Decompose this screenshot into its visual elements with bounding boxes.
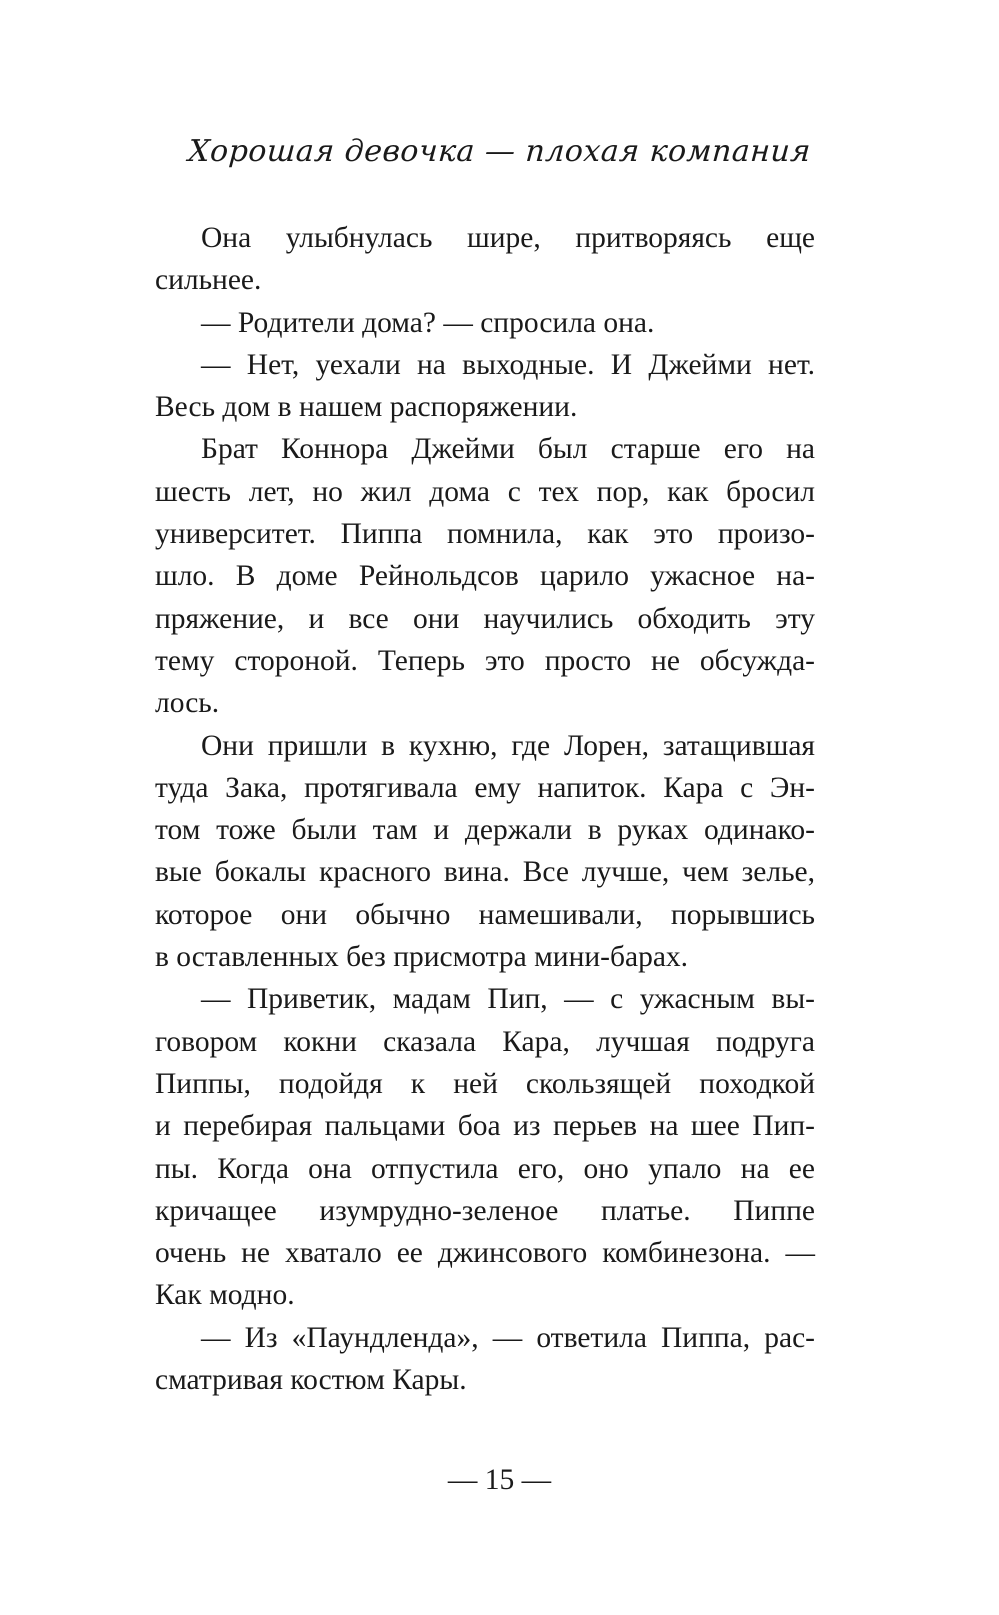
text-line: Брат Коннора Джейми был старше его на [201,433,815,466]
page-number: — 15 — [447,1464,552,1496]
body-text [155,217,815,1401]
text-line: лось. [155,687,220,720]
text-line: шло. В доме Рейнольдсов царило ужасное на- [155,560,815,593]
text-line: Как модно. [155,1279,295,1312]
text-line: университет. Пиппа помнила, как это произо- [155,518,815,551]
text-line: кричащее изумрудно-зеленое платье. Пиппе [155,1194,815,1227]
text-line: и перебирая пальцами боа из перьев на шее Пип- [155,1110,815,1143]
text-line: туда Зака, протягивала ему напиток. Кара с Эн- [155,771,815,804]
text-line: Пиппы, подойдя к ней скользящей походкой [155,1067,815,1100]
text-line: — Родители дома? — спросила она. [201,306,655,339]
running-head: Хорошая девочка — плохая компания [187,134,812,169]
text-line: тему стороной. Теперь это просто не обсужда- [155,644,815,677]
text-line: сматривая костюм Кары. [155,1364,467,1397]
text-line: Она улыбнулась шире, притворяясь еще [201,222,815,254]
text-line: говором кокни сказала Кара, лучшая подруга [155,1025,815,1058]
text-line: — Приветик, мадам Пип, — с ужасным вы- [201,983,815,1016]
text-line: сильнее. [155,264,262,297]
text-line: Они пришли в кухню, где Лорен, затащившая [201,729,815,762]
text-line: Весь дом в нашем распоряжении. [155,391,578,424]
text-line: пы. Когда она отпустила его, оно упало на ее [155,1152,815,1185]
text-line: — Нет, уехали на выходные. И Джейми нет. [201,348,815,381]
text-line: шесть лет, но жил дома с тех пор, как бросил [155,475,815,508]
text-line: пряжение, и все они научились обходить эту [155,602,815,635]
text-line: вые бокалы красного вина. Все лучше, чем зелье, [155,856,815,889]
text-line: том тоже были там и держали в руках одинако- [155,814,815,847]
text-line: которое они обычно намешивали, порывшись [155,898,815,931]
text-line: в оставленных без присмотра мини-барах. [155,941,689,974]
text-line: — Из «Паундленда», — ответила Пиппа, рас- [201,1321,815,1354]
text-line: очень не хватало ее джинсового комбинезона. — [155,1237,815,1270]
